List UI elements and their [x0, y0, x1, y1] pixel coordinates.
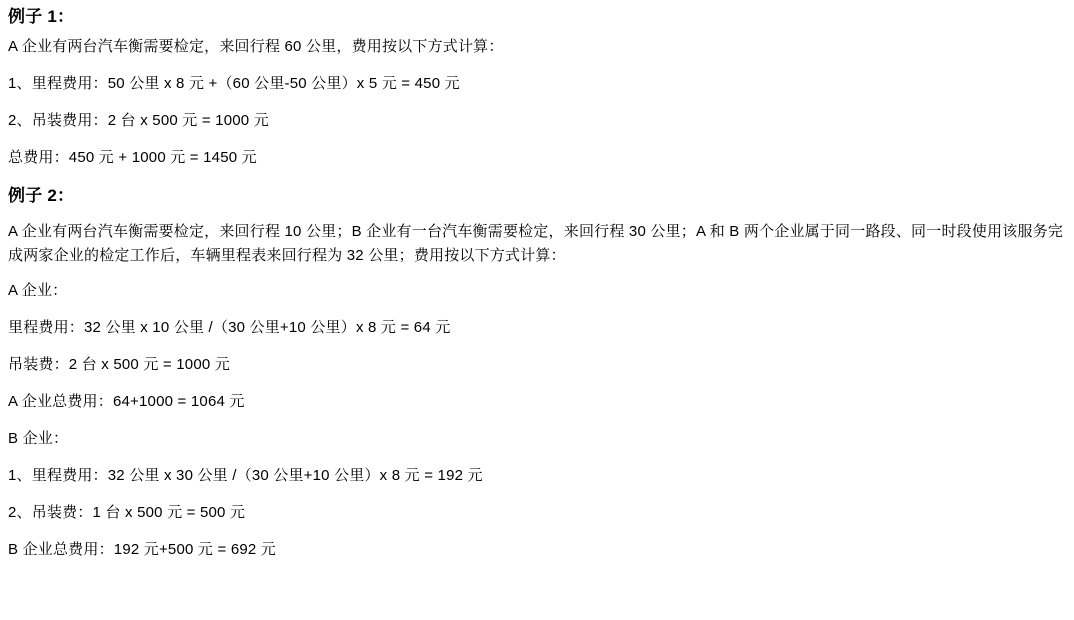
section-2-line-4: A 企业总费用：64+1000 = 1064 元	[8, 392, 245, 410]
section-2-intro-paragraph: A 企业有两台汽车衡需要检定，来回行程 10 公里；B 企业有一台汽车衡需要检定，来回行程 30 公里；A 和 B 两个企业属于同一路段、同一时段使用该服务完成两家企业的检定工作后，车辆里程表来回行程为 32 公里；费用按以下方式计算：	[8, 223, 1064, 265]
section-1-line-1: A 企业有两台汽车衡需要检定，来回行程 60 公里，费用按以下方式计算：	[8, 38, 504, 55]
section-1-line-3: 2、吊装费用：2 台 x 500 元 = 1000 元	[8, 112, 269, 129]
section-2-line-6: 1、里程费用：32 公里 x 30 公里 /（30 公里+10 公里）x 8 元 = 192 元	[8, 466, 483, 484]
section-2-heading: 例子 2：	[8, 186, 75, 205]
section-2-line-8: B 企业总费用：192 元+500 元 = 692 元	[8, 540, 277, 558]
section-2-line-5: B 企业：	[8, 429, 69, 447]
section-2-line-7: 2、吊装费：1 台 x 500 元 = 500 元	[8, 503, 246, 521]
section-1-line-4: 总费用：450 元 + 1000 元 = 1450 元	[8, 149, 257, 166]
section-1-heading: 例子 1：	[8, 7, 75, 26]
section-2-line-1: A 企业：	[8, 281, 68, 299]
section-2-line-2: 里程费用：32 公里 x 10 公里 /（30 公里+10 公里）x 8 元 = 64 元	[8, 318, 451, 336]
section-2-line-3: 吊装费：2 台 x 500 元 = 1000 元	[8, 355, 230, 373]
section-1-line-2: 1、里程费用：50 公里 x 8 元 +（60 公里-50 公里）x 5 元 = 450 元	[8, 75, 460, 92]
